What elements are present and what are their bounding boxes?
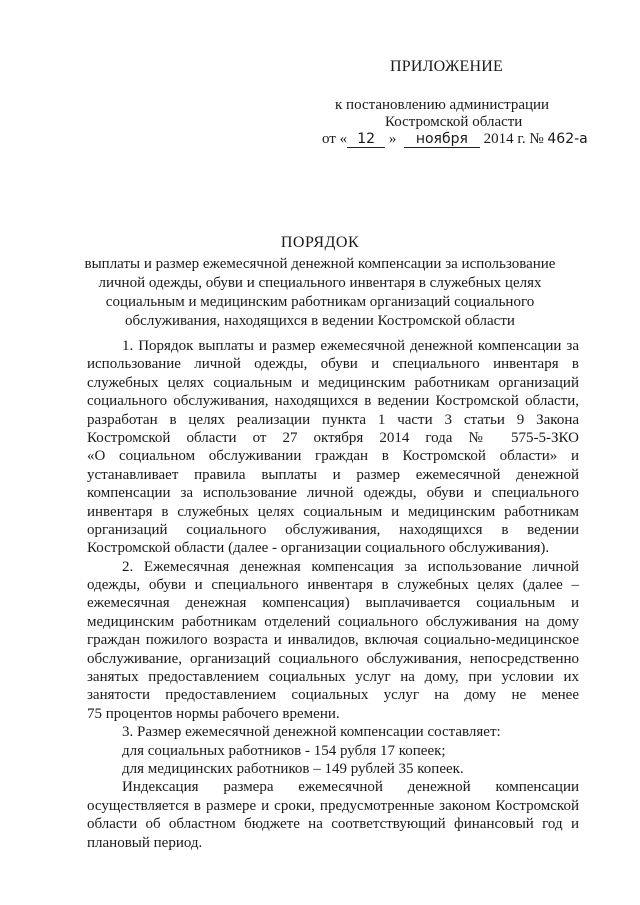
- body-line: инвентаря в служебных целях социальным и медицинским работникам: [87, 503, 579, 520]
- resolution-reference-line-2: Костромской области: [385, 114, 523, 130]
- date-month: ноября: [404, 132, 480, 148]
- date-prefix: от «: [322, 131, 348, 147]
- body-line: служебных целях социальным и медицинским работникам организаций: [87, 374, 579, 391]
- body-line: 1. Порядок выплаты и размер ежемесячной денежной компенсации за: [122, 338, 579, 354]
- body-line: для медицинских работников – 149 рублей 35 копеек.: [122, 760, 464, 777]
- body-line: 3. Размер ежемесячной денежной компенсации составляет:: [122, 724, 501, 741]
- subtitle-line: выплаты и размер ежемесячной денежной компенсации за использование: [84, 256, 556, 272]
- resolution-number: 462-а: [547, 131, 588, 147]
- body-line: занятых предоставлением социальных услуг на дому, при условии их: [87, 669, 579, 686]
- subtitle-line: социальным и медицинским работникам организаций социального: [105, 294, 535, 310]
- body-line: использование личной одежды, обуви и специального инвентаря в: [87, 356, 579, 373]
- resolution-reference-line-1: к постановлению администрации: [335, 97, 550, 113]
- body-line: одежды, обуви и специального инвентаря в служебных целях (далее –: [87, 577, 579, 594]
- document-subtitle: [60, 255, 580, 331]
- appendix-heading: ПРИЛОЖЕНИЕ: [390, 58, 504, 75]
- body-line: социального обслуживания, находящихся в ведении Костромской области,: [87, 393, 579, 410]
- body-line: плановый период.: [87, 834, 203, 851]
- resolution-date-line: [322, 131, 588, 148]
- body-line: Индексация размера ежемесячной денежной компенсации: [122, 779, 579, 796]
- body-line: «О социальном обслуживании граждан в Костромской области» и: [87, 448, 579, 465]
- date-mid: »: [385, 131, 397, 147]
- body-line: ежемесячная денежная компенсация) выплачивается социальным и: [87, 595, 579, 612]
- date-day: 12: [347, 132, 385, 148]
- body-line: Костромской области от 27 октября 2014 года № 575-5-ЗКО: [87, 429, 579, 446]
- body-line: медицинским работникам отделений социального обслуживания на дому: [87, 613, 579, 630]
- document-body: [87, 337, 579, 852]
- body-line: 75 процентов нормы рабочего времени.: [87, 705, 340, 722]
- document-title: ПОРЯДОК: [280, 234, 360, 251]
- body-line: области об областном бюджете на соответствующий финансовый год и: [87, 816, 579, 833]
- subtitle-line: личной одежды, обуви и специального инвентаря в служебных целях: [98, 275, 542, 291]
- body-line: обслуживание, организаций социального обслуживания, непосредственно: [87, 650, 579, 667]
- body-line: граждан пожилого возраста и инвалидов, включая социально-медицинское: [87, 632, 579, 649]
- body-line: разработан в целях реализации пункта 1 части 3 статьи 9 Закона: [87, 411, 579, 428]
- body-line: осуществляется в размере и сроки, предусмотренные законом Костромской: [87, 797, 579, 814]
- body-line: для социальных работников - 154 рубля 17 копеек;: [122, 742, 446, 759]
- body-line: занятости предоставлением социальных услуг на дому не менее: [87, 687, 579, 704]
- body-line: 2. Ежемесячная денежная компенсация за использование личной: [122, 558, 579, 575]
- body-line: Костромской области (далее - организации социального обслуживания).: [87, 540, 550, 557]
- subtitle-line: обслуживания, находящихся в ведении Костромской области: [125, 313, 515, 329]
- date-year: 2014 г. №: [479, 131, 544, 147]
- body-line: компенсации за использование личной одежды, обуви и специального: [87, 485, 579, 502]
- body-line: организаций социального обслуживания, находящихся в ведении: [87, 521, 579, 538]
- body-line: устанавливает правила выплаты и размер ежемесячной денежной: [87, 466, 579, 483]
